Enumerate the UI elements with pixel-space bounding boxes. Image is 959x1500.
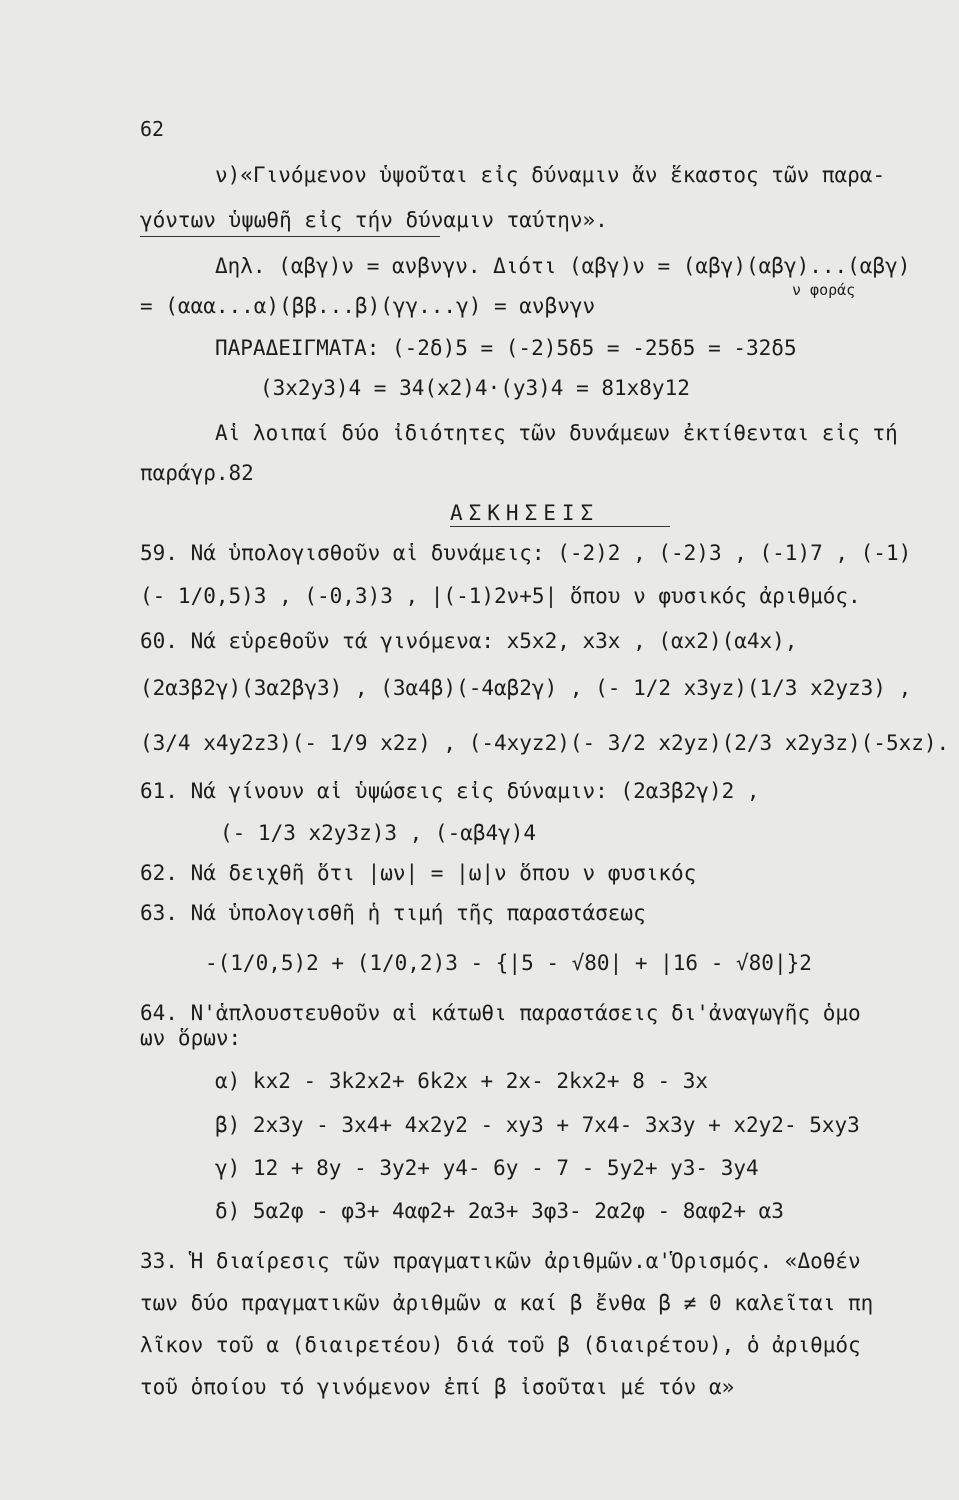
exercise-60-line1: 60. Νά εὑρεθοῦν τά γινόμενα: x5x2, x3x , (αx2)(α4x), xyxy=(140,629,798,653)
exercise-59-line1: 59. Νά ὑπολογισθοῦν αἱ δυνάμεις: (-2)2 , (-2)3 , (-1)7 , (-1) xyxy=(140,541,912,565)
section-33-line3: λῖκον τοῦ α (διαιρετέου) διά τοῦ β (διαιρέτου), ὁ ἀριθμός xyxy=(140,1333,861,1357)
exercise-63-line2: -(1/0,5)2 + (1/0,2)3 - {|5 - √80| + |16 - √80|}2 xyxy=(205,951,812,975)
exercise-61-line1: 61. Νά γίνουν αἱ ὑψώσεις εἰς δύναμιν: (2α3β2γ)2 , xyxy=(140,779,760,803)
property-v-line2: γόντων ὑψωθῆ εἰς τήν δύναμιν ταύτην». xyxy=(140,208,608,232)
exercise-64-beta: β) 2x3y - 3x4+ 4x2y2 - xy3 + 7x4- 3x3y + x2y2- 5xy3 xyxy=(215,1113,860,1137)
underline-rule xyxy=(140,236,440,237)
exercise-60-line3: (3/4 x4y2z3)(- 1/9 x2z) , (-4xyz2)(- 3/2 x2yz)(2/3 x2y3z)(-5xz). xyxy=(140,731,950,755)
page-number: 62 xyxy=(140,117,165,141)
property-v-line4: = (ααα...α)(ββ...β)(γγ...γ) = ανβνγν xyxy=(140,294,596,318)
exercise-64-delta: δ) 5α2φ - φ3+ 4αφ2+ 2α3+ 3φ3- 2α2φ - 8αφ2+ α3 xyxy=(215,1199,784,1223)
exercise-59-line2: (- 1/0,5)3 , (-0,3)3 , |(-1)2ν+5| ὅπου ν φυσικός ἀριθμός. xyxy=(140,584,861,608)
property-v-line1: ν)«Γινόμενον ὑψοῦται εἰς δύναμιν ἄν ἕκαστος τῶν παρα- xyxy=(215,163,886,187)
property-v-line3: Δηλ. (αβγ)ν = ανβνγν. Διότι (αβγ)ν = (αβγ)(αβγ)...(αβγ) xyxy=(215,254,911,278)
exercise-64-alpha: α) kx2 - 3k2x2+ 6k2x + 2x- 2kx2+ 8 - 3x xyxy=(215,1069,709,1093)
exercise-64-line1: 64. Ν'ἁπλουστευθοῦν αἱ κάτωθι παραστάσεις δι'ἀναγωγῆς ὁμο xyxy=(140,1001,861,1025)
heading-underline xyxy=(450,526,670,527)
section-33-line1: 33. Ἡ διαίρεσις τῶν πραγματικῶν ἀριθμῶν.α'Ὁρισμός. «Δοθέν xyxy=(140,1249,861,1273)
exercise-64-line2: ων ὅρων: xyxy=(140,1026,242,1050)
examples-line: ΠΑΡΑΔΕΙΓΜΑΤΑ: (-2δ)5 = (-2)5δ5 = -25δ5 = -32δ5 xyxy=(215,336,797,360)
exercise-60-line2: (2α3β2γ)(3α2βγ3) , (3α4β)(-4αβ2γ) , (- 1/2 x3yz)(1/3 x2yz3) , xyxy=(140,676,912,700)
exercise-63-line1: 63. Νά ὑπολογισθῆ ἡ τιμή τῆς παραστάσεως xyxy=(140,901,646,925)
example-line2: (3x2y3)4 = 34(x2)4·(y3)4 = 81x8y12 xyxy=(260,376,690,400)
remark-line2: παράγρ.82 xyxy=(140,461,254,485)
exercise-61-line2: (- 1/3 x2y3z)3 , (-αβ4γ)4 xyxy=(220,821,537,845)
remark-line: Αἱ λοιπαί δύο ἰδιότητες τῶν δυνάμεων ἐκτίθενται εἰς τή xyxy=(215,421,898,445)
exercise-64-gamma: γ) 12 + 8y - 3y2+ y4- 6y - 7 - 5y2+ y3- 3y4 xyxy=(215,1156,759,1180)
section-33-line2: των δύο πραγματικῶν ἀριθμῶν α καί β ἔνθα β ≠ 0 καλεῖται πη xyxy=(140,1291,874,1315)
exercise-62: 62. Νά δειχθῆ ὅτι |ων| = |ω|ν ὅπου ν φυσικός xyxy=(140,861,697,885)
section-33-line4: τοῦ ὁποίου τό γινόμενον ἐπί β ἰσοῦται μέ τόν α» xyxy=(140,1375,735,1399)
brace-note: ν φοράς xyxy=(792,281,856,299)
exercises-heading: ΑΣΚΗΣΕΙΣ xyxy=(450,501,600,525)
